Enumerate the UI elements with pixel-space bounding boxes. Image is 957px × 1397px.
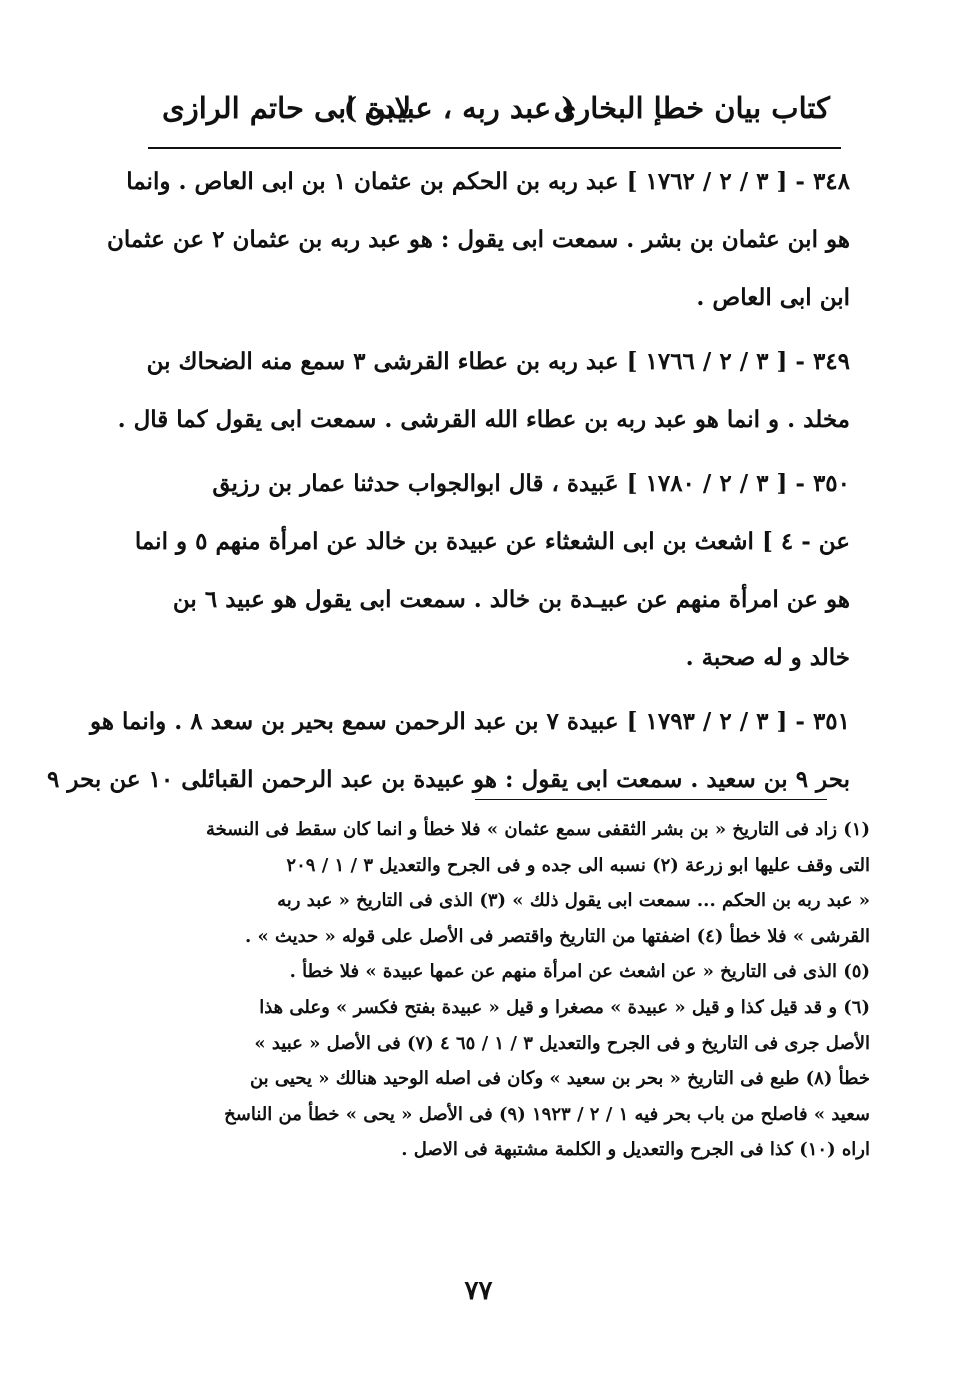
book-title: كتاب بيان خطإ البخارى [553, 91, 830, 125]
footnote-line: (١) زاد فى التاريخ « بن بشر الثقفى سمع عثمان » فلا خطأ و انما كان سقط فى النسخة [206, 819, 870, 840]
header-rule [148, 147, 841, 149]
entry-350-line-1: ٣٥٠ - [ ٣ / ٢ / ١٧٨٠ ] عَبيدة ، قال ابوالجواب حدثنا عمار بن رزيق [212, 470, 850, 497]
footnote-line: اراه (١٠) كذا فى الجرح والتعديل و الكلمة مشتبهة فى الاصل . [401, 1139, 870, 1161]
entry-350-line-3: هو عن امرأة منهم عن عبيـدة بن خالد . سمعت ابى يقول هو عبيد ٦ بن [172, 586, 850, 613]
page-number: ٧٧ [464, 1276, 493, 1306]
author-name: لابن ابى حاتم الرازى [162, 91, 412, 125]
entry-348-line-1: ٣٤٨ - [ ٣ / ٢ / ١٧٦٢ ] عبد ربه بن الحكم بن عثمان ١ بن ابى العاص . وانما [126, 168, 850, 195]
footnote-line: القرشى » فلا خطأ (٤) اضفتها من التاريخ واقتصر فى الأصل على قوله « حديث » . [244, 925, 870, 947]
entry-348-line-2: هو ابن عثمان بن بشر . سمعت ابى يقول : هو عبد ربه بن عثمان ٢ عن عثمان [107, 226, 850, 253]
running-header [150, 85, 830, 135]
footnote-rule [475, 799, 827, 800]
entry-349-line-2: مخلد . و انما هو عبد ربه بن عطاء الله القرشى . سمعت ابى يقول كما قال . [117, 406, 850, 433]
footnote-line: التى وقف عليها ابو زرعة (٢) نسبه الى جده و فى الجرح والتعديل ٣ / ١ / ٢٠٩ [286, 854, 870, 876]
entry-351-line-1: ٣٥١ - [ ٣ / ٢ / ١٧٩٣ ] عبيدة ٧ بن عبد الرحمن سمع بحير بن سعد ٨ . وانما هو [90, 708, 850, 735]
footnote-line: (٥) الذى فى التاريخ « عن اشعث عن امرأة منهم عن عمها عبيدة » فلا خطأ . [289, 961, 870, 983]
footnote-line: خطأ (٨) طبع فى التاريخ « بحر بن سعيد » وكان فى اصله الوحيد هنالك « يحيى بن [249, 1068, 870, 1090]
entry-351-line-2: بحر ٩ بن سعيد . سمعت ابى يقول : هو عبيدة بن عبد الرحمن القبائلى ١٠ عن بحر ٩ [47, 766, 850, 793]
main-text [47, 153, 850, 809]
footnote-line: (٦) و قد قيل كذا و قيل « عبيدة » مصغرا و قيل « عبيدة بفتح فكسر » وعلى هذا [259, 996, 870, 1018]
footnote-line: الأصل جرى فى التاريخ و فى الجرح والتعديل ٣ / ١ / ٦٥ ٤ (٧) فى الأصل « عبيد » [254, 1032, 870, 1054]
section-title: ( عبد ربه ، عبيدة ) [343, 91, 575, 125]
entry-348-line-3: ابن ابى العاص . [696, 284, 850, 311]
footnote-line: سعيد » فاصلح من باب بحر فيه ١ / ٢ / ١٩٢٣ (٩) فى الأصل « يحى » خطأ من الناسخ [224, 1103, 870, 1125]
entry-350-line-4: خالد و له صحبة . [685, 644, 850, 671]
entry-349-line-1: ٣٤٩ - [ ٣ / ٢ / ١٧٦٦ ] عبد ربه بن عطاء القرشى ٣ سمع منه الضحاك بن [146, 348, 850, 375]
footnote-line: « عبد ربه بن الحكم ... سمعت ابى يقول ذلك » (٣) الذى فى التاريخ « عبد ربه [277, 890, 870, 912]
footnotes [150, 812, 870, 1168]
entry-350-line-2: عن - ٤ ] اشعث بن ابى الشعثاء عن عبيدة بن خالد عن امرأة منهم ٥ و انما [134, 528, 850, 555]
